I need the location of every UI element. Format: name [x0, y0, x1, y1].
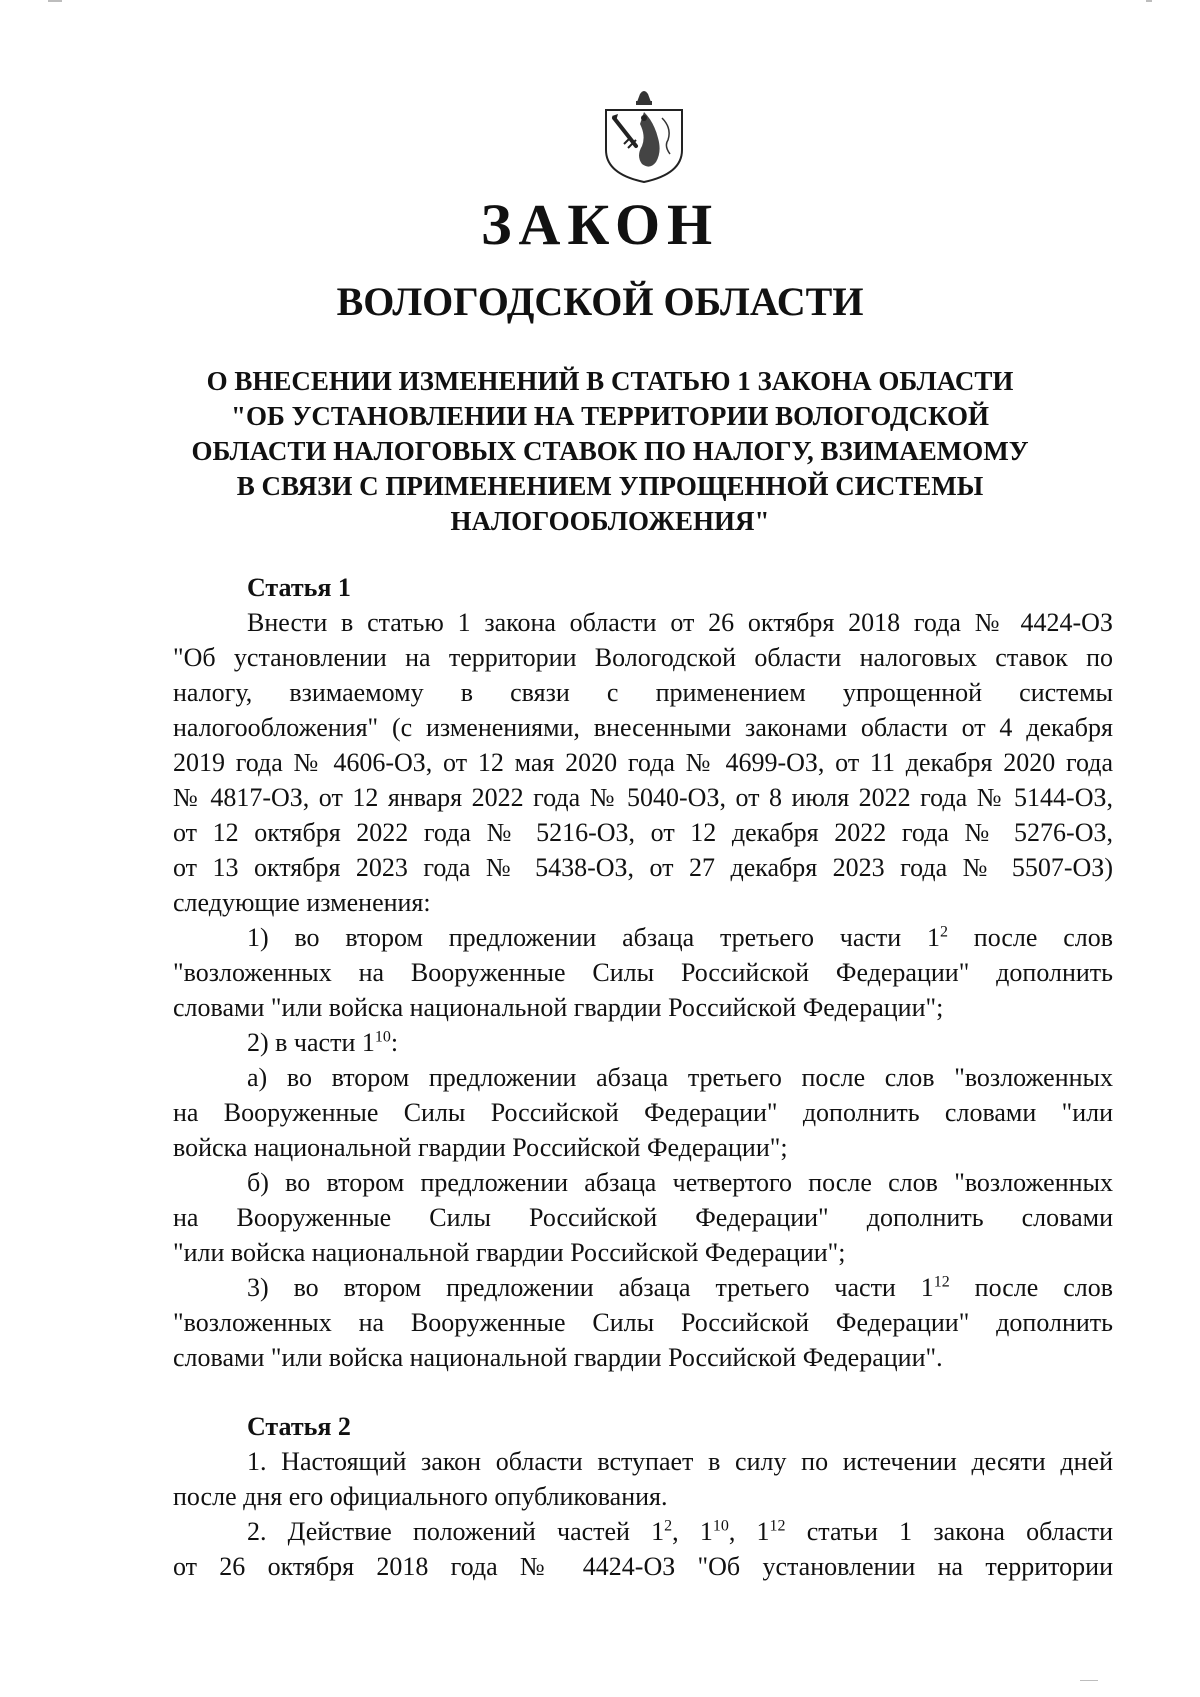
- item-1-line: словами "или войска национальной гвардии Российской Федерации";: [173, 993, 944, 1022]
- item-1-text-tail: после слов: [947, 923, 1113, 952]
- item-2-line: [173, 1025, 1113, 1060]
- law-title: ЗАКОН: [480, 192, 720, 257]
- item-2-text-tail: :: [390, 1028, 399, 1057]
- item-3-line: "возложенных на Вооруженные Силы Российской Федерации" дополнить: [173, 1308, 1113, 1337]
- p2-superscript: 10: [712, 1517, 729, 1535]
- law-subtitle: ВОЛОГОДСКОЙ ОБЛАСТИ: [336, 279, 864, 324]
- item-2b-line: "или войска национальной гвардии Российской Федерации";: [173, 1238, 846, 1267]
- coat-of-arms-icon: [602, 88, 686, 184]
- document-name-line: В СВЯЗИ С ПРИМЕНЕНИЕМ УПРОЩЕННОЙ СИСТЕМЫ: [236, 471, 984, 501]
- article-2-p1-line: после дня его официального опубликования.: [173, 1482, 668, 1511]
- p2-text: , 1: [728, 1517, 770, 1546]
- document-name-line: ОБЛАСТИ НАЛОГОВЫХ СТАВОК ПО НАЛОГУ, ВЗИМАЕМОМУ: [191, 436, 1029, 466]
- article-2-p2-line: [173, 1514, 1113, 1549]
- article-1-intro-line: "Об установлении на территории Вологодской области налоговых ставок по: [173, 643, 1113, 672]
- item-3-line: [173, 1270, 1113, 1305]
- item-1-line: "возложенных на Вооруженные Силы Российской Федерации" дополнить: [173, 958, 1113, 987]
- article-1-intro-line: Внести в статью 1 закона области от 26 октября 2018 года № 4424-ОЗ: [247, 608, 1113, 637]
- item-3-text-tail: после слов: [949, 1273, 1113, 1302]
- p2-text: статьи 1 закона области: [785, 1517, 1113, 1546]
- article-2-p1-line: 1. Настоящий закон области вступает в силу по истечении десяти дней: [247, 1447, 1113, 1476]
- article-1-intro-line: 2019 года № 4606-ОЗ, от 12 мая 2020 года № 4699-ОЗ, от 11 декабря 2020 года: [173, 748, 1113, 777]
- item-2a-line: войска национальной гвардии Российской Федерации";: [173, 1133, 788, 1162]
- scan-artifact: [1080, 1680, 1098, 1681]
- article-1-heading: Статья 1: [247, 573, 351, 602]
- document-name: [170, 364, 1050, 539]
- document-name-line: НАЛОГООБЛОЖЕНИЯ": [450, 506, 770, 536]
- article-2-heading: Статья 2: [247, 1412, 351, 1441]
- document-name-line: "ОБ УСТАНОВЛЕНИИ НА ТЕРРИТОРИИ ВОЛОГОДСКОЙ: [230, 401, 990, 431]
- item-2a-line: на Вооруженные Силы Российской Федерации" дополнить словами "или: [173, 1098, 1113, 1127]
- item-2a-line: а) во втором предложении абзаца третьего после слов "возложенных: [247, 1063, 1113, 1092]
- item-1-text: 1) во втором предложении абзаца третьего части 1: [247, 923, 940, 952]
- item-1-superscript: 2: [939, 923, 948, 941]
- item-3-line: словами "или войска национальной гвардии Российской Федерации".: [173, 1343, 943, 1372]
- scan-artifact: [1146, 0, 1152, 2]
- article-1-intro-line: № 4817-ОЗ, от 12 января 2022 года № 5040-ОЗ, от 8 июля 2022 года № 5144-ОЗ,: [173, 783, 1113, 812]
- item-2-text: 2) в части 1: [247, 1028, 375, 1057]
- item-3-superscript: 12: [933, 1273, 950, 1291]
- p2-superscript: 2: [664, 1517, 673, 1535]
- p2-superscript: 12: [769, 1517, 786, 1535]
- item-3-text: 3) во втором предложении абзаца третьего части 1: [247, 1273, 934, 1302]
- article-1-intro-line: от 13 октября 2023 года № 5438-ОЗ, от 27 декабря 2023 года № 5507-ОЗ): [173, 853, 1113, 882]
- document-body: [173, 570, 1113, 1584]
- item-1-line: [173, 920, 1113, 955]
- article-2-p2-line: от 26 октября 2018 года № 4424-ОЗ "Об установлении на территории: [173, 1552, 1113, 1581]
- p2-text: 2. Действие положений частей 1: [247, 1517, 665, 1546]
- coat-of-arms-emblem: [602, 88, 686, 184]
- document-name-line: О ВНЕСЕНИИ ИЗМЕНЕНИЙ В СТАТЬЮ 1 ЗАКОНА ОБЛАСТИ: [206, 366, 1014, 396]
- item-2b-line: б) во втором предложении абзаца четвертого после слов "возложенных: [247, 1168, 1113, 1197]
- p2-text: , 1: [672, 1517, 713, 1546]
- item-2b-line: на Вооруженные Силы Российской Федерации" дополнить словами: [173, 1203, 1113, 1232]
- article-1-intro-line: от 12 октября 2022 года № 5216-ОЗ, от 12 декабря 2022 года № 5276-ОЗ,: [173, 818, 1113, 847]
- scan-artifact: [48, 0, 62, 2]
- section-gap: [173, 1375, 1113, 1409]
- article-1-intro-line: налогообложения" (с изменениями, внесенными законами области от 4 декабря: [173, 713, 1113, 742]
- article-1-intro-line: следующие изменения:: [173, 888, 431, 917]
- article-1-intro-line: налогу, взимаемому в связи с применением упрощенной системы: [173, 678, 1113, 707]
- item-2-superscript: 10: [374, 1028, 391, 1046]
